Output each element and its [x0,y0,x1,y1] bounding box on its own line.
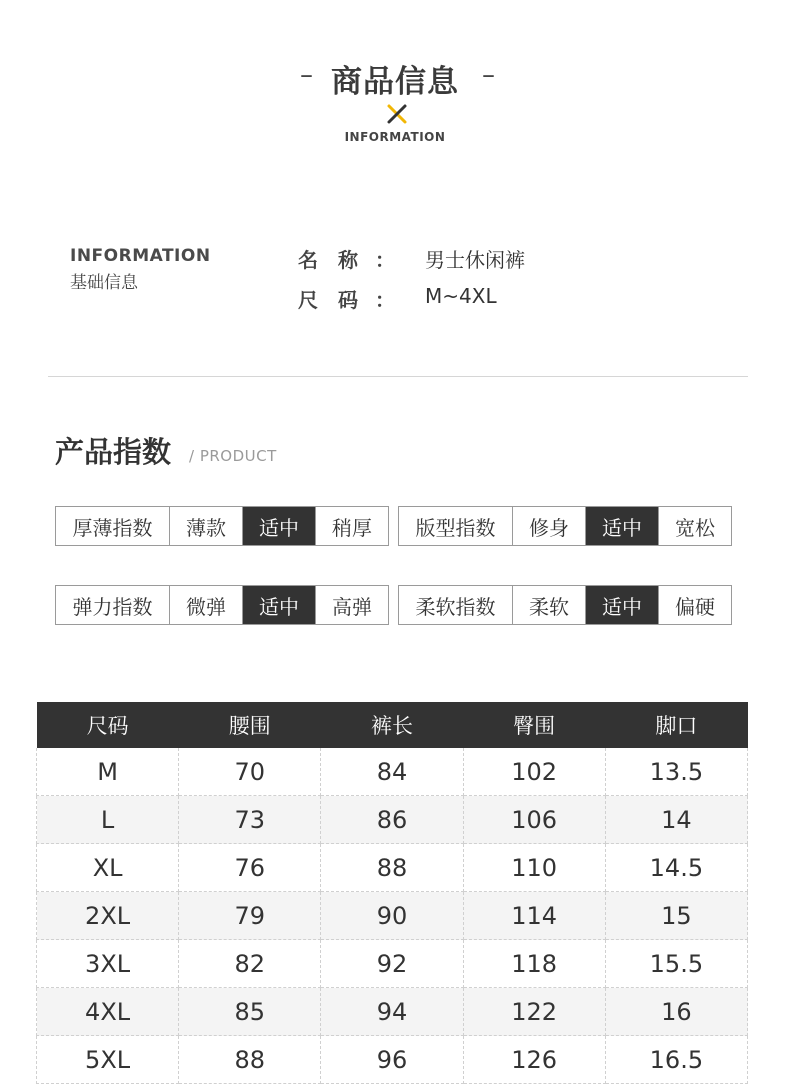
column-header: 尺码 [37,702,179,748]
table-cell: 102 [463,748,605,796]
size-colon: ： [375,288,395,312]
table-cell: 94 [321,988,463,1036]
table-cell: 114 [463,892,605,940]
column-header: 臀围 [463,702,605,748]
table-cell: 85 [179,988,321,1036]
table-cell: 106 [463,796,605,844]
basic-info-title-en: INFORMATION [70,246,211,266]
table-cell: 3XL [37,940,179,988]
size-value: M~4XL [425,284,497,308]
table-cell: 73 [179,796,321,844]
index-option: 薄款 [186,515,226,540]
index-label: 柔软指数 [399,586,513,624]
table-cell: 84 [321,748,463,796]
name-label: 名称 [298,248,378,272]
table-cell: 15 [605,892,747,940]
table-cell: 88 [179,1036,321,1084]
index-fit [398,506,732,546]
index-option: 修身 [529,515,569,540]
table-row [37,940,748,988]
index-label: 版型指数 [399,507,513,545]
table-cell: 4XL [37,988,179,1036]
index-option: 宽松 [658,507,731,545]
table-header-row [37,702,748,748]
table-row [37,1036,748,1084]
index-option: 柔软 [529,594,569,619]
index-option: 稍厚 [315,507,388,545]
table-cell: XL [37,844,179,892]
product-index-subtitle: / PRODUCT [189,447,277,465]
table-cell: 79 [179,892,321,940]
table-cell: 110 [463,844,605,892]
table-row [37,748,748,796]
title-dash-right: – [482,60,495,90]
size-label: 尺码 [298,288,378,312]
table-cell: 92 [321,940,463,988]
index-thickness [55,506,389,546]
size-table [36,702,748,1084]
index-option: 偏硬 [658,586,731,624]
index-label: 厚薄指数 [56,507,170,545]
table-cell: 16.5 [605,1036,747,1084]
table-cell: M [37,748,179,796]
index-elasticity [55,585,389,625]
table-cell: 82 [179,940,321,988]
index-softness [398,585,732,625]
table-cell: 118 [463,940,605,988]
table-row [37,796,748,844]
x-mark-icon [385,102,409,126]
table-row [37,844,748,892]
index-label: 弹力指数 [56,586,170,624]
table-cell: 122 [463,988,605,1036]
name-value: 男士休闲裤 [425,248,525,272]
table-cell: 90 [321,892,463,940]
table-row [37,988,748,1036]
table-cell: L [37,796,179,844]
page-subtitle: INFORMATION [344,130,446,144]
index-option: 高弹 [315,586,388,624]
index-option-selected: 适中 [242,507,315,545]
table-cell: 2XL [37,892,179,940]
title-dash-left: – [300,60,313,90]
table-cell: 76 [179,844,321,892]
name-colon: ： [375,248,395,272]
index-option: 微弹 [186,594,226,619]
table-cell: 16 [605,988,747,1036]
table-cell: 70 [179,748,321,796]
page-title: 商品信息 [331,64,459,100]
column-header: 脚口 [605,702,747,748]
table-cell: 86 [321,796,463,844]
product-index-title: 产品指数 [55,435,172,469]
column-header: 裤长 [321,702,463,748]
table-cell: 13.5 [605,748,747,796]
table-cell: 15.5 [605,940,747,988]
section-divider [48,376,748,377]
table-cell: 5XL [37,1036,179,1084]
index-option-selected: 适中 [242,586,315,624]
index-option-selected: 适中 [585,507,658,545]
table-cell: 96 [321,1036,463,1084]
table-cell: 126 [463,1036,605,1084]
column-header: 腰围 [179,702,321,748]
table-row [37,892,748,940]
index-option-selected: 适中 [585,586,658,624]
basic-info-title-cn: 基础信息 [70,273,138,293]
table-cell: 14 [605,796,747,844]
table-cell: 14.5 [605,844,747,892]
table-cell: 88 [321,844,463,892]
